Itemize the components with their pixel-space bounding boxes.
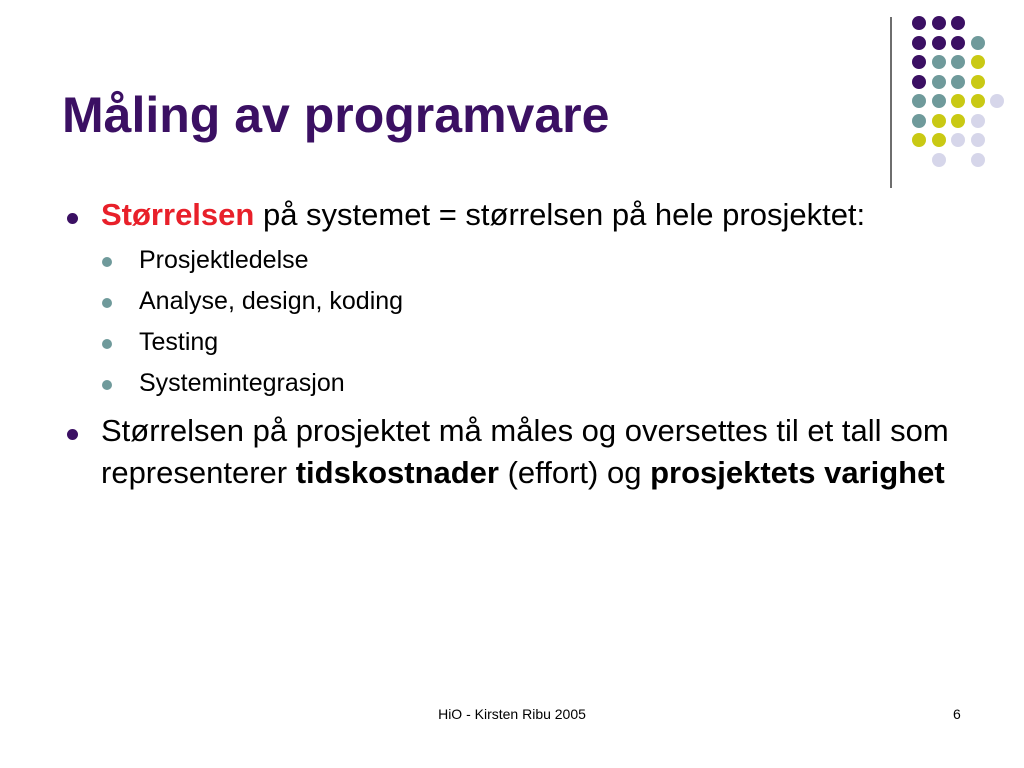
decorative-dot	[932, 16, 946, 30]
decorative-dot	[971, 114, 985, 128]
decorative-dot	[951, 133, 965, 147]
sub-bullet-label: Testing	[139, 328, 219, 356]
bullet-dot-icon	[67, 429, 78, 440]
bullet-size	[62, 194, 962, 236]
bullet-text: på systemet = størrelsen på hele prosjektet:	[254, 197, 866, 232]
sub-bullet-dot-icon	[102, 257, 112, 267]
sub-bullet-label: Prosjektledelse	[139, 246, 309, 274]
sub-bullet-analysis-design-coding	[98, 281, 962, 322]
decorative-dot	[912, 94, 926, 108]
sub-bullet-dot-icon	[102, 380, 112, 390]
decorative-dot	[912, 133, 926, 147]
decorative-dot	[932, 75, 946, 89]
sub-bullet-project-management	[98, 240, 962, 281]
decorative-dot	[912, 16, 926, 30]
decorative-dot	[971, 153, 985, 167]
decorative-dot	[932, 36, 946, 50]
decorative-dot	[932, 55, 946, 69]
decorative-dot	[951, 36, 965, 50]
decorative-dot	[932, 94, 946, 108]
slide-title: Måling av programvare	[62, 87, 610, 143]
bullet-text: Størrelsen på prosjektet må måles og oversettes til et tall som representerer	[101, 413, 949, 490]
sub-bullet-testing	[98, 322, 962, 363]
bullet-dot-icon	[67, 213, 78, 224]
bold-term-duration: prosjektets varighet	[650, 455, 945, 490]
decorative-dot	[971, 133, 985, 147]
highlight-term: Størrelsen	[101, 197, 255, 232]
bullet-text: (effort) og	[499, 455, 651, 490]
decorative-dot	[932, 153, 946, 167]
page-number: 6	[953, 706, 961, 722]
bold-term-effort: tidskostnader	[295, 455, 499, 490]
decorative-dot	[951, 55, 965, 69]
decorative-dot	[912, 75, 926, 89]
decorative-dot	[971, 55, 985, 69]
sub-bullet-label: Analyse, design, koding	[139, 287, 404, 315]
sub-bullet-label: Systemintegrasjon	[139, 369, 345, 397]
sub-bullet-dot-icon	[102, 298, 112, 308]
decorative-dot	[971, 36, 985, 50]
slide-body	[62, 194, 962, 494]
decorative-dot	[951, 16, 965, 30]
sub-bullet-list	[98, 240, 962, 404]
bullet-measurement	[62, 410, 962, 494]
decorative-dot	[951, 75, 965, 89]
sub-bullet-dot-icon	[102, 339, 112, 349]
decorative-dot	[932, 133, 946, 147]
decorative-dot	[971, 94, 985, 108]
decorative-dot	[912, 114, 926, 128]
footer-text: HiO - Kirsten Ribu 2005	[438, 706, 586, 722]
decorative-dot	[951, 114, 965, 128]
decorative-dot	[912, 55, 926, 69]
decorative-dot	[951, 94, 965, 108]
sub-bullet-system-integration	[98, 363, 962, 404]
decorative-dot	[932, 114, 946, 128]
decorative-dot	[990, 94, 1004, 108]
decorative-dot	[912, 36, 926, 50]
vertical-divider	[890, 17, 892, 188]
decorative-dot	[971, 75, 985, 89]
